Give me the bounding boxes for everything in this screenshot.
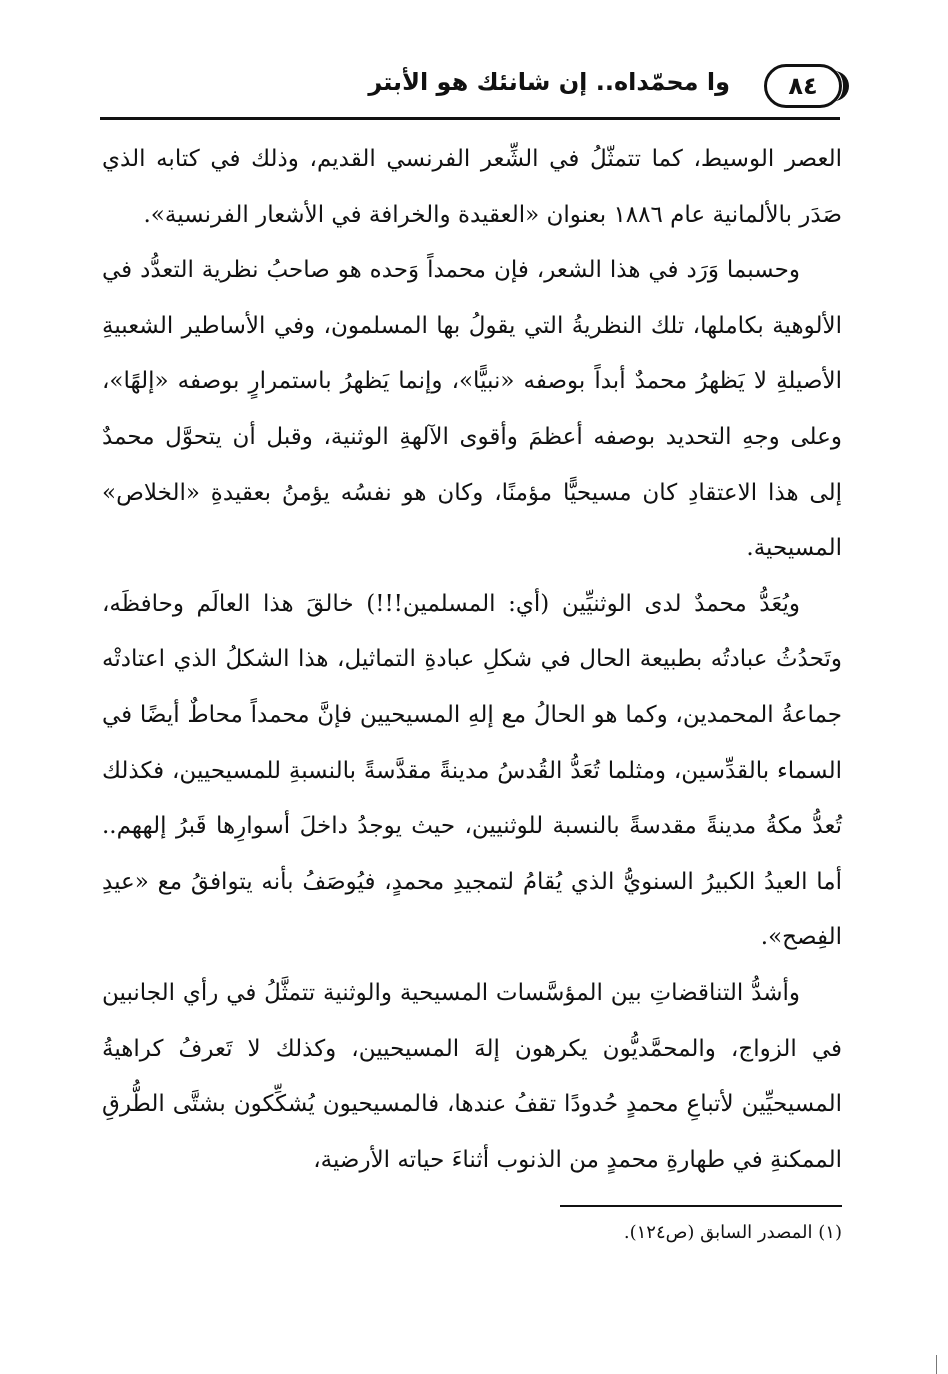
paragraph: وأشدُّ التناقضاتِ بين المؤسَّسات المسيحية والوثنية تتمثَّلُ في رأي الجانبين في الزواج، والمحمَّديُّون يكرهون إلهَ المسيحيين، وكذلك لا تَعرفُ كراهيةُ المسيحيِّين لأتباعِ محمدٍ حُدودًا تقفُ عندها، فالمسيحيون يُشكِّكون بشتَّى الطُّرقِ الممكنةِ في طهارةِ محمدٍ من الذنوب أثناءَ حياته الأرضية، <box>102 979 842 1173</box>
footnote: (١) المصدر السابق (ص١٢٤). <box>623 1222 842 1243</box>
paragraph: وحسبما وَرَد في هذا الشعر، فإن محمداً وَحده هو صاحبُ نظرية التعدُّد في الألوهية بكاملها، تلك النظريةُ التي يقولُ بها المسلمون، وفي الأساطير الشعبيةِ الأصيلةِ لا يَظهرُ محمدٌ أبداً بوصفه «نبيًّا»، وإنما يَظهرُ باستمرارٍ بوصفه «إلهًا»، وعلى وجهِ التحديد بوصفه أعظمَ وأقوى الآلهةِ الوثنية، وقبل أن يتحوَّل محمدٌ إلى هذا الاعتقادِ كان مسيحيًّا مؤمنًا، وكان هو نفسُه يؤمنُ بعقيدةِ «الخلاص» المسيحية. <box>102 257 842 562</box>
paragraph: ويُعَدُّ محمدٌ لدى الوثنيِّين (أي: المسلمين!!!) خالقَ هذا العالَم وحافظَه، وتَحدُثُ عبادتُه بطبيعة الحال في شكلِ عبادةِ التماثيل، هذا الشكلُ الذي اعتادتْه جماعةُ المحمدين، وكما هو الحالُ مع إلهِ المسيحيين فإنَّ محمداً محاطٌ أيضًا في السماء بالقدِّسين، ومثلما تُعَدُّ القُدسُ مدينةً مقدَّسةً بالنسبةِ للمسيحيين، فكذلك تُعدُّ مكةُ مدينةً مقدسةً بالنسبة للوثنيين، حيث يوجدُ داخلَ أسوارِها قَبرُ إلههم.. أما العيدُ الكبيرُ السنويُّ الذي يُقامُ لتمجيدِ محمدٍ، فيُوصَفُ بأنه يتوافقُ مع «عيدِ الفِصح». <box>102 590 842 951</box>
footnote-rule <box>560 1205 842 1207</box>
paragraph: العصر الوسيط، كما تتمثّلُ في الشِّعر الفرنسي القديم، وذلك في كتابه الذي صَدَر بالألمانية عام ١٨٨٦ بعنوان «العقيدة والخرافة في الأشعار الفرنسية». <box>102 146 842 228</box>
page-header <box>100 58 850 120</box>
scan-edge-mark <box>936 1355 937 1374</box>
page-number: ٨٤ <box>788 72 818 100</box>
running-title: وا محمّداه.. إن شانئك هو الأبتر <box>368 68 730 96</box>
header-rule <box>100 117 840 120</box>
page-number-badge <box>764 64 842 108</box>
body-text <box>102 132 842 1188</box>
